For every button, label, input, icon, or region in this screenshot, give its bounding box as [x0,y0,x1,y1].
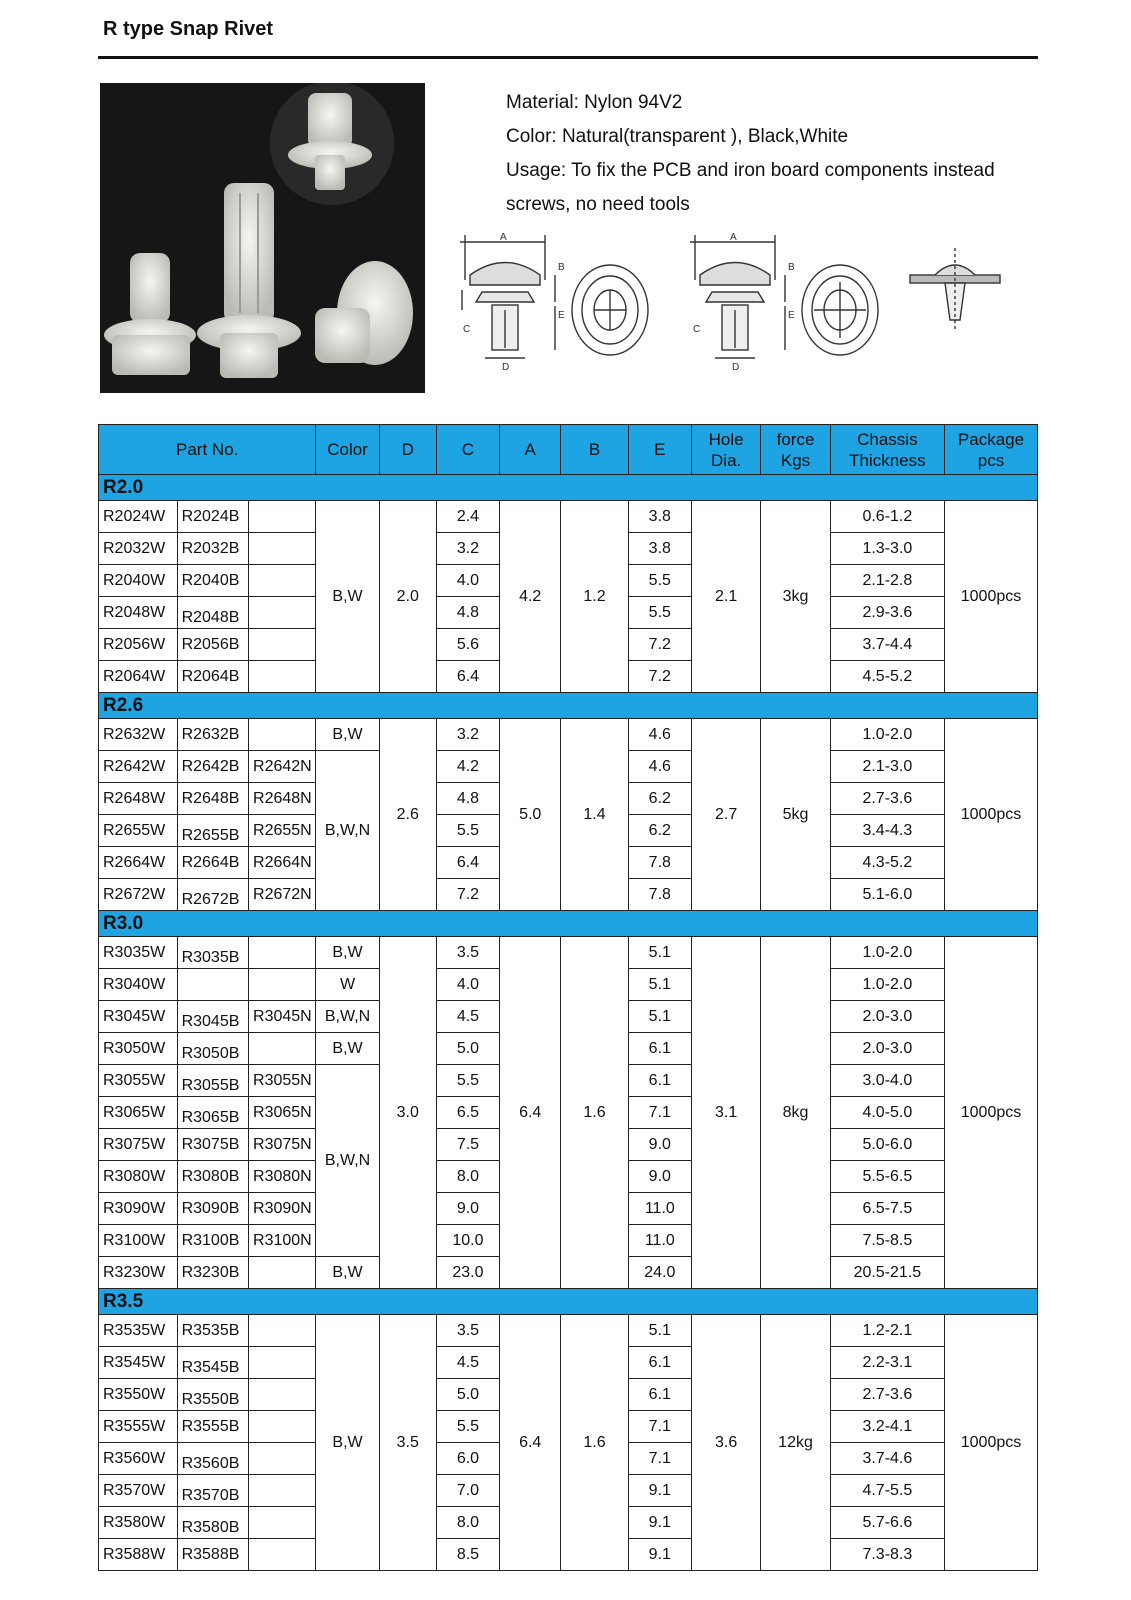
color-cell: B,W,N [316,1065,379,1257]
e-cell: 7.1 [628,1411,691,1443]
c-cell: 6.4 [436,661,499,693]
force-cell: 3kg [761,501,830,693]
chassis-thickness-cell: 4.7-5.5 [830,1475,944,1507]
part-no-w: R3230W [99,1257,178,1289]
table-row [99,719,1038,751]
c-cell: 4.0 [436,565,499,597]
section-title: R2.6 [99,693,1038,719]
part-no-b: R3560B [177,1443,248,1475]
part-no-b: R3230B [177,1257,248,1289]
part-no-n [249,719,316,751]
c-cell: 6.0 [436,1443,499,1475]
table-body [99,475,1038,1571]
e-cell: 6.1 [628,1065,691,1097]
e-cell: 9.1 [628,1507,691,1539]
e-cell: 7.8 [628,847,691,879]
product-photo [100,83,425,393]
section-header-row [99,693,1038,719]
part-no-w: R3045W [99,1001,178,1033]
part-no-n [249,1539,316,1571]
c-cell: 8.5 [436,1539,499,1571]
c-cell: 3.2 [436,533,499,565]
package-cell: 1000pcs [945,501,1038,693]
part-no-w: R2672W [99,879,178,911]
part-no-n: R2664N [249,847,316,879]
c-cell: 9.0 [436,1193,499,1225]
chassis-thickness-cell: 20.5-21.5 [830,1257,944,1289]
e-cell: 6.1 [628,1033,691,1065]
material-text: Material: Nylon 94V2 [506,92,683,113]
header-package: Package pcs [945,425,1038,475]
dim-a-label: A [500,232,507,243]
header-c: C [436,425,499,475]
chassis-thickness-cell: 4.5-5.2 [830,661,944,693]
c-cell: 6.5 [436,1097,499,1129]
c-cell: 5.5 [436,815,499,847]
chassis-thickness-cell: 1.0-2.0 [830,937,944,969]
product-info [506,86,1036,222]
c-cell: 3.5 [436,937,499,969]
d-cell: 3.5 [379,1315,436,1571]
part-no-w: R3040W [99,969,178,1001]
section-header-row [99,475,1038,501]
part-no-w: R3100W [99,1225,178,1257]
c-cell: 7.0 [436,1475,499,1507]
a-cell: 6.4 [500,1315,561,1571]
e-cell: 7.2 [628,629,691,661]
chassis-thickness-cell: 3.4-4.3 [830,815,944,847]
chassis-thickness-cell: 3.0-4.0 [830,1065,944,1097]
c-cell: 6.4 [436,847,499,879]
chassis-thickness-cell: 5.0-6.0 [830,1129,944,1161]
part-no-n [249,661,316,693]
table-row [99,937,1038,969]
force-cell: 5kg [761,719,830,911]
part-no-w: R3535W [99,1315,178,1347]
e-cell: 4.6 [628,719,691,751]
hole-dia-cell: 2.7 [691,719,760,911]
e-cell: 7.8 [628,879,691,911]
part-no-b: R2048B [177,597,248,629]
part-no-w: R3550W [99,1379,178,1411]
chassis-thickness-cell: 2.0-3.0 [830,1001,944,1033]
part-no-n [249,969,316,1001]
part-no-b: R2632B [177,719,248,751]
part-no-b: R3050B [177,1033,248,1065]
part-no-b: R2056B [177,629,248,661]
color-cell: B,W [316,1033,379,1065]
part-no-n: R3080N [249,1161,316,1193]
chassis-thickness-cell: 2.9-3.6 [830,597,944,629]
d-cell: 2.6 [379,719,436,911]
c-cell: 4.0 [436,969,499,1001]
e-cell: 7.1 [628,1097,691,1129]
part-no-b: R2024B [177,501,248,533]
part-no-w: R2648W [99,783,178,815]
e-cell: 5.1 [628,1315,691,1347]
table-row [99,1315,1038,1347]
c-cell: 3.5 [436,1315,499,1347]
part-no-n [249,1315,316,1347]
color-text: Color: Natural(transparent ), Black,White [506,126,849,147]
header-d: D [379,425,436,475]
hole-dia-cell: 2.1 [691,501,760,693]
chassis-thickness-cell: 3.2-4.1 [830,1411,944,1443]
section-header-row [99,911,1038,937]
color-cell: B,W [316,937,379,969]
part-no-w: R3090W [99,1193,178,1225]
color-cell: B,W,N [316,1001,379,1033]
installed-view [910,248,1000,330]
spec-table [98,424,1038,1571]
part-no-b: R3588B [177,1539,248,1571]
part-no-n [249,1475,316,1507]
part-no-n [249,1379,316,1411]
e-cell: 6.1 [628,1379,691,1411]
e-cell: 4.6 [628,751,691,783]
hole-dia-cell: 3.1 [691,937,760,1289]
chassis-thickness-cell: 5.1-6.0 [830,879,944,911]
part-no-b: R3035B [177,937,248,969]
usage-text-1: Usage: To fix the PCB and iron board components instead [506,160,995,181]
part-no-n: R3075N [249,1129,316,1161]
table-row [99,501,1038,533]
c-cell: 10.0 [436,1225,499,1257]
e-cell: 9.0 [628,1161,691,1193]
part-no-w: R3580W [99,1507,178,1539]
part-no-w: R3035W [99,937,178,969]
c-cell: 4.2 [436,751,499,783]
c-cell: 4.5 [436,1001,499,1033]
part-no-n [249,1257,316,1289]
part-no-n [249,565,316,597]
a-cell: 5.0 [500,719,561,911]
c-cell: 5.0 [436,1033,499,1065]
part-no-n [249,533,316,565]
part-no-n [249,1411,316,1443]
part-no-w: R3050W [99,1033,178,1065]
part-no-b: R3090B [177,1193,248,1225]
part-no-b: R2064B [177,661,248,693]
part-no-n: R2655N [249,815,316,847]
chassis-thickness-cell: 6.5-7.5 [830,1193,944,1225]
side-view-1 [460,232,565,373]
part-no-n: R2642N [249,751,316,783]
part-no-b: R3555B [177,1411,248,1443]
chassis-thickness-cell: 3.7-4.6 [830,1443,944,1475]
chassis-thickness-cell: 3.7-4.4 [830,629,944,661]
package-cell: 1000pcs [945,719,1038,911]
part-no-n [249,501,316,533]
part-no-w: R3545W [99,1347,178,1379]
c-cell: 5.6 [436,629,499,661]
c-cell: 5.5 [436,1411,499,1443]
color-cell: B,W,N [316,751,379,911]
b-cell: 1.6 [561,1315,628,1571]
chassis-thickness-cell: 7.3-8.3 [830,1539,944,1571]
e-cell: 9.1 [628,1539,691,1571]
header-chassis-thickness: Chassis Thickness [830,425,944,475]
chassis-thickness-cell: 1.0-2.0 [830,719,944,751]
part-no-b: R3045B [177,1001,248,1033]
header-a: A [500,425,561,475]
part-no-n [249,937,316,969]
chassis-thickness-cell: 7.5-8.5 [830,1225,944,1257]
header-part-no: Part No. [99,425,316,475]
color-cell: B,W [316,501,379,693]
color-cell: B,W [316,719,379,751]
e-cell: 24.0 [628,1257,691,1289]
part-no-w: R2064W [99,661,178,693]
header-b: B [561,425,628,475]
chassis-thickness-cell: 0.6-1.2 [830,501,944,533]
c-cell: 7.5 [436,1129,499,1161]
part-no-b: R2642B [177,751,248,783]
chassis-thickness-cell: 1.3-3.0 [830,533,944,565]
chassis-thickness-cell: 2.2-3.1 [830,1347,944,1379]
part-no-w: R3065W [99,1097,178,1129]
e-cell: 9.0 [628,1129,691,1161]
chassis-thickness-cell: 4.0-5.0 [830,1097,944,1129]
part-no-w: R3588W [99,1539,178,1571]
c-cell: 2.4 [436,501,499,533]
dim-a-label-2: A [730,232,737,243]
c-cell: 8.0 [436,1161,499,1193]
e-cell: 11.0 [628,1225,691,1257]
part-no-b: R3075B [177,1129,248,1161]
part-no-n: R3055N [249,1065,316,1097]
part-no-b: R2648B [177,783,248,815]
header-force: force Kgs [761,425,830,475]
dim-e-label-2: E [788,310,795,321]
top-view-1 [572,265,648,355]
chassis-thickness-cell: 1.2-2.1 [830,1315,944,1347]
part-no-b: R3550B [177,1379,248,1411]
c-cell: 8.0 [436,1507,499,1539]
c-cell: 4.8 [436,783,499,815]
part-no-b: R2664B [177,847,248,879]
part-no-n: R2648N [249,783,316,815]
part-no-n: R2672N [249,879,316,911]
usage-text-2: screws, no need tools [506,194,690,215]
e-cell: 5.1 [628,937,691,969]
section-title: R3.5 [99,1289,1038,1315]
page-title: R type Snap Rivet [103,18,274,40]
c-cell: 4.5 [436,1347,499,1379]
b-cell: 1.4 [561,719,628,911]
c-cell: 5.0 [436,1379,499,1411]
part-no-w: R3560W [99,1443,178,1475]
part-no-w: R3080W [99,1161,178,1193]
c-cell: 5.5 [436,1065,499,1097]
part-no-b: R2032B [177,533,248,565]
part-no-n: R3045N [249,1001,316,1033]
e-cell: 5.5 [628,597,691,629]
chassis-thickness-cell: 2.0-3.0 [830,1033,944,1065]
part-no-b: R3535B [177,1315,248,1347]
c-cell: 23.0 [436,1257,499,1289]
part-no-b: R3100B [177,1225,248,1257]
part-no-b: R2672B [177,879,248,911]
part-no-n [249,597,316,629]
chassis-thickness-cell: 5.5-6.5 [830,1161,944,1193]
package-cell: 1000pcs [945,1315,1038,1571]
part-no-n [249,1033,316,1065]
d-cell: 3.0 [379,937,436,1289]
e-cell: 7.1 [628,1443,691,1475]
e-cell: 6.2 [628,815,691,847]
chassis-thickness-cell: 4.3-5.2 [830,847,944,879]
d-cell: 2.0 [379,501,436,693]
part-no-b: R3065B [177,1097,248,1129]
part-no-w: R2642W [99,751,178,783]
technical-drawing [460,230,1030,390]
part-no-w: R2655W [99,815,178,847]
part-no-b: R3580B [177,1507,248,1539]
color-cell: B,W [316,1315,379,1571]
chassis-thickness-cell: 1.0-2.0 [830,969,944,1001]
dim-c-label: C [463,324,471,335]
dim-c-label-2: C [693,324,701,335]
part-no-w: R3075W [99,1129,178,1161]
chassis-thickness-cell: 5.7-6.6 [830,1507,944,1539]
c-cell: 4.8 [436,597,499,629]
dim-d-label-2: D [732,362,740,373]
title-divider [98,56,1038,59]
dim-e-label: E [558,310,565,321]
header-e: E [628,425,691,475]
part-no-b: R3545B [177,1347,248,1379]
part-no-w: R2664W [99,847,178,879]
section-title: R2.0 [99,475,1038,501]
part-no-n [249,1507,316,1539]
part-no-n: R3090N [249,1193,316,1225]
dim-b-label: B [558,262,565,273]
b-cell: 1.2 [561,501,628,693]
table-header-row [99,425,1038,475]
a-cell: 6.4 [500,937,561,1289]
part-no-n [249,629,316,661]
part-no-w: R2056W [99,629,178,661]
chassis-thickness-cell: 2.7-3.6 [830,783,944,815]
part-no-w: R2040W [99,565,178,597]
part-no-w: R2048W [99,597,178,629]
force-cell: 8kg [761,937,830,1289]
e-cell: 5.1 [628,969,691,1001]
e-cell: 6.1 [628,1347,691,1379]
dim-d-label: D [502,362,510,373]
color-cell: B,W [316,1257,379,1289]
e-cell: 3.8 [628,533,691,565]
part-no-b: R3055B [177,1065,248,1097]
section-title: R3.0 [99,911,1038,937]
c-cell: 3.2 [436,719,499,751]
side-view-2 [690,232,795,373]
package-cell: 1000pcs [945,937,1038,1289]
b-cell: 1.6 [561,937,628,1289]
e-cell: 6.2 [628,783,691,815]
part-no-w: R2024W [99,501,178,533]
part-no-w: R3555W [99,1411,178,1443]
c-cell: 7.2 [436,879,499,911]
part-no-b [177,969,248,1001]
e-cell: 7.2 [628,661,691,693]
dimension-drawing [460,230,1030,390]
e-cell: 5.5 [628,565,691,597]
section-header-row [99,1289,1038,1315]
part-no-w: R2032W [99,533,178,565]
chassis-thickness-cell: 2.1-3.0 [830,751,944,783]
chassis-thickness-cell: 2.7-3.6 [830,1379,944,1411]
e-cell: 9.1 [628,1475,691,1507]
e-cell: 5.1 [628,1001,691,1033]
a-cell: 4.2 [500,501,561,693]
force-cell: 12kg [761,1315,830,1571]
part-no-n [249,1347,316,1379]
part-no-w: R2632W [99,719,178,751]
part-no-b: R3080B [177,1161,248,1193]
part-no-w: R3570W [99,1475,178,1507]
part-no-b: R2655B [177,815,248,847]
header-color: Color [316,425,379,475]
part-no-n [249,1443,316,1475]
e-cell: 11.0 [628,1193,691,1225]
part-no-b: R3570B [177,1475,248,1507]
e-cell: 3.8 [628,501,691,533]
part-no-n: R3100N [249,1225,316,1257]
color-cell: W [316,969,379,1001]
part-no-w: R3055W [99,1065,178,1097]
hole-dia-cell: 3.6 [691,1315,760,1571]
part-no-n: R3065N [249,1097,316,1129]
header-hole-dia: Hole Dia. [691,425,760,475]
dim-b-label-2: B [788,262,795,273]
part-no-b: R2040B [177,565,248,597]
top-view-2 [802,265,878,355]
rivet-photo-illustration [100,83,425,393]
chassis-thickness-cell: 2.1-2.8 [830,565,944,597]
